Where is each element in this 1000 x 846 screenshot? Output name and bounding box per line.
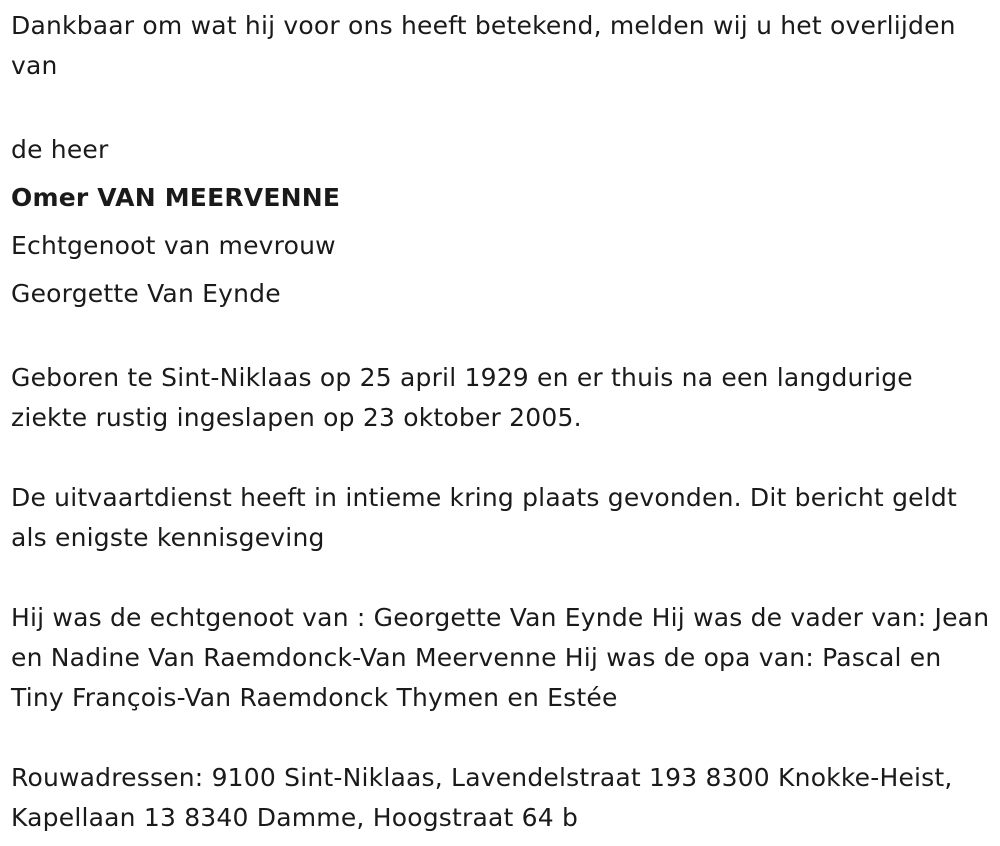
salutation: de heer	[11, 135, 109, 164]
spacer	[11, 86, 991, 126]
spouse-line-2: Georgette Van Eynde	[11, 279, 281, 308]
spouse-line-1: Echtgenoot van mevrouw	[11, 231, 336, 260]
addresses-paragraph: Rouwadressen: 9100 Sint-Niklaas, Lavendelstraat 193 8300 Knokke-Heist, Kapellaan 13 8340 Damme, Hoogstraat 64 b	[11, 763, 953, 832]
deceased-name: Omer VAN MEERVENNE	[11, 183, 341, 212]
family-paragraph: Hij was de echtgenoot van : Georgette Van Eynde Hij was de vader van: Jean en Nadine Van Raemdonck-Van Meervenne Hij was de opa van: Pascal en Tiny François-Van Raemdonck Thymen en Estée	[11, 603, 990, 712]
spacer	[11, 718, 991, 758]
spacer	[11, 438, 991, 478]
spacer	[11, 318, 991, 358]
birth-death-paragraph: Geboren te Sint-Niklaas op 25 april 1929 en er thuis na een langdurige ziekte rustig ingeslapen op 23 oktober 2005.	[11, 363, 913, 432]
intro-paragraph: Dankbaar om wat hij voor ons heeft betekend, melden wij u het overlijden van	[11, 11, 956, 80]
service-paragraph: De uitvaartdienst heeft in intieme kring plaats gevonden. Dit bericht geldt als enigste kennisgeving	[11, 483, 957, 552]
spacer	[11, 558, 991, 598]
obituary-document	[11, 6, 991, 838]
